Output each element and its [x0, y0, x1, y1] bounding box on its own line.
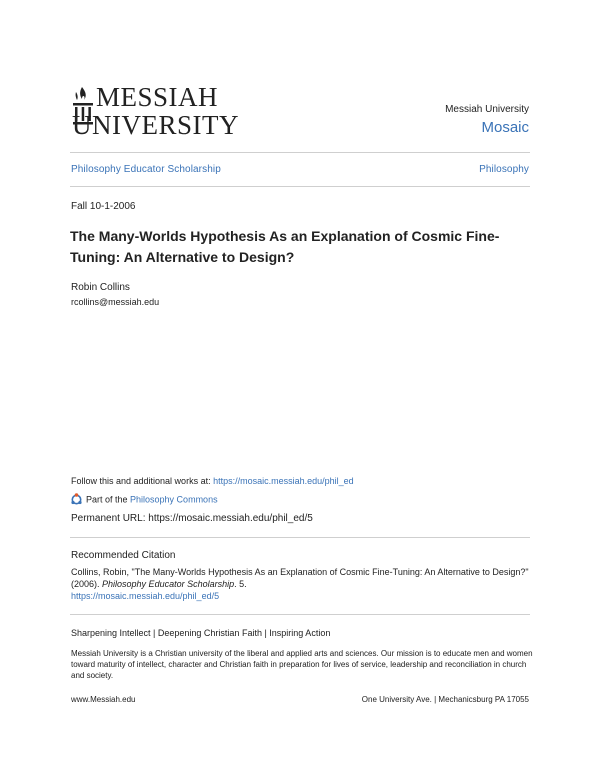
follow-line: [71, 476, 354, 486]
citation-heading: Recommended Citation: [71, 550, 176, 561]
follow-link[interactable]: https://mosaic.messiah.edu/phil_ed: [213, 476, 354, 486]
citation-text: Collins, Robin, "The Many-Worlds Hypothesis As an Explanation of Cosmic Fine-Tuning: An Alternative to Design?" (2006).: [71, 567, 529, 589]
citation-body: [71, 566, 533, 602]
divider: [70, 614, 530, 615]
footer-address: One University Ave. | Mechanicsburg PA 17055: [361, 695, 529, 704]
institution-name: Messiah University: [445, 104, 529, 115]
university-logo: [72, 82, 239, 140]
citation-series: Philosophy Educator Scholarship: [102, 579, 235, 589]
citation-number: . 5.: [234, 579, 247, 589]
publication-date: Fall 10-1-2006: [71, 201, 136, 212]
citation-link[interactable]: https://mosaic.messiah.edu/phil_ed/5: [71, 591, 220, 601]
mission-statement: Messiah University is a Christian university of the liberal and applied arts and sciences. Our mission is to educate men and women toward maturity of intellect, character and Christian faith in preparation for lives of service, leadership and reconciliation in church and society.: [71, 649, 533, 680]
footer-website: www.Messiah.edu: [71, 695, 136, 704]
divider: [70, 152, 530, 153]
university-tagline: Sharpening Intellect | Deepening Christian Faith | Inspiring Action: [71, 628, 331, 638]
collection-link[interactable]: Philosophy Educator Scholarship: [71, 164, 221, 175]
author-email: rcollins@messiah.edu: [71, 297, 160, 307]
commons-network-icon: [71, 493, 82, 505]
part-of-text: Part of the: [86, 494, 131, 505]
repository-link[interactable]: Mosaic: [481, 119, 529, 136]
divider: [70, 537, 530, 538]
permanent-url: Permanent URL: https://mosaic.messiah.edu/phil_ed/5: [71, 513, 313, 524]
document-title: The Many-Worlds Hypothesis As an Explanation of Cosmic Fine-Tuning: An Alternative to Design?: [70, 228, 500, 265]
divider: [70, 186, 530, 187]
follow-text: Follow this and additional works at:: [71, 476, 214, 486]
logo-line-2: UNIVERSITY: [72, 110, 239, 140]
author-name: Robin Collins: [71, 282, 130, 293]
logo-line-1: MESSIAH: [96, 82, 219, 112]
part-of-line: [71, 494, 218, 506]
department-link[interactable]: Philosophy: [479, 164, 529, 175]
philosophy-commons-link[interactable]: Philosophy Commons: [130, 494, 218, 505]
